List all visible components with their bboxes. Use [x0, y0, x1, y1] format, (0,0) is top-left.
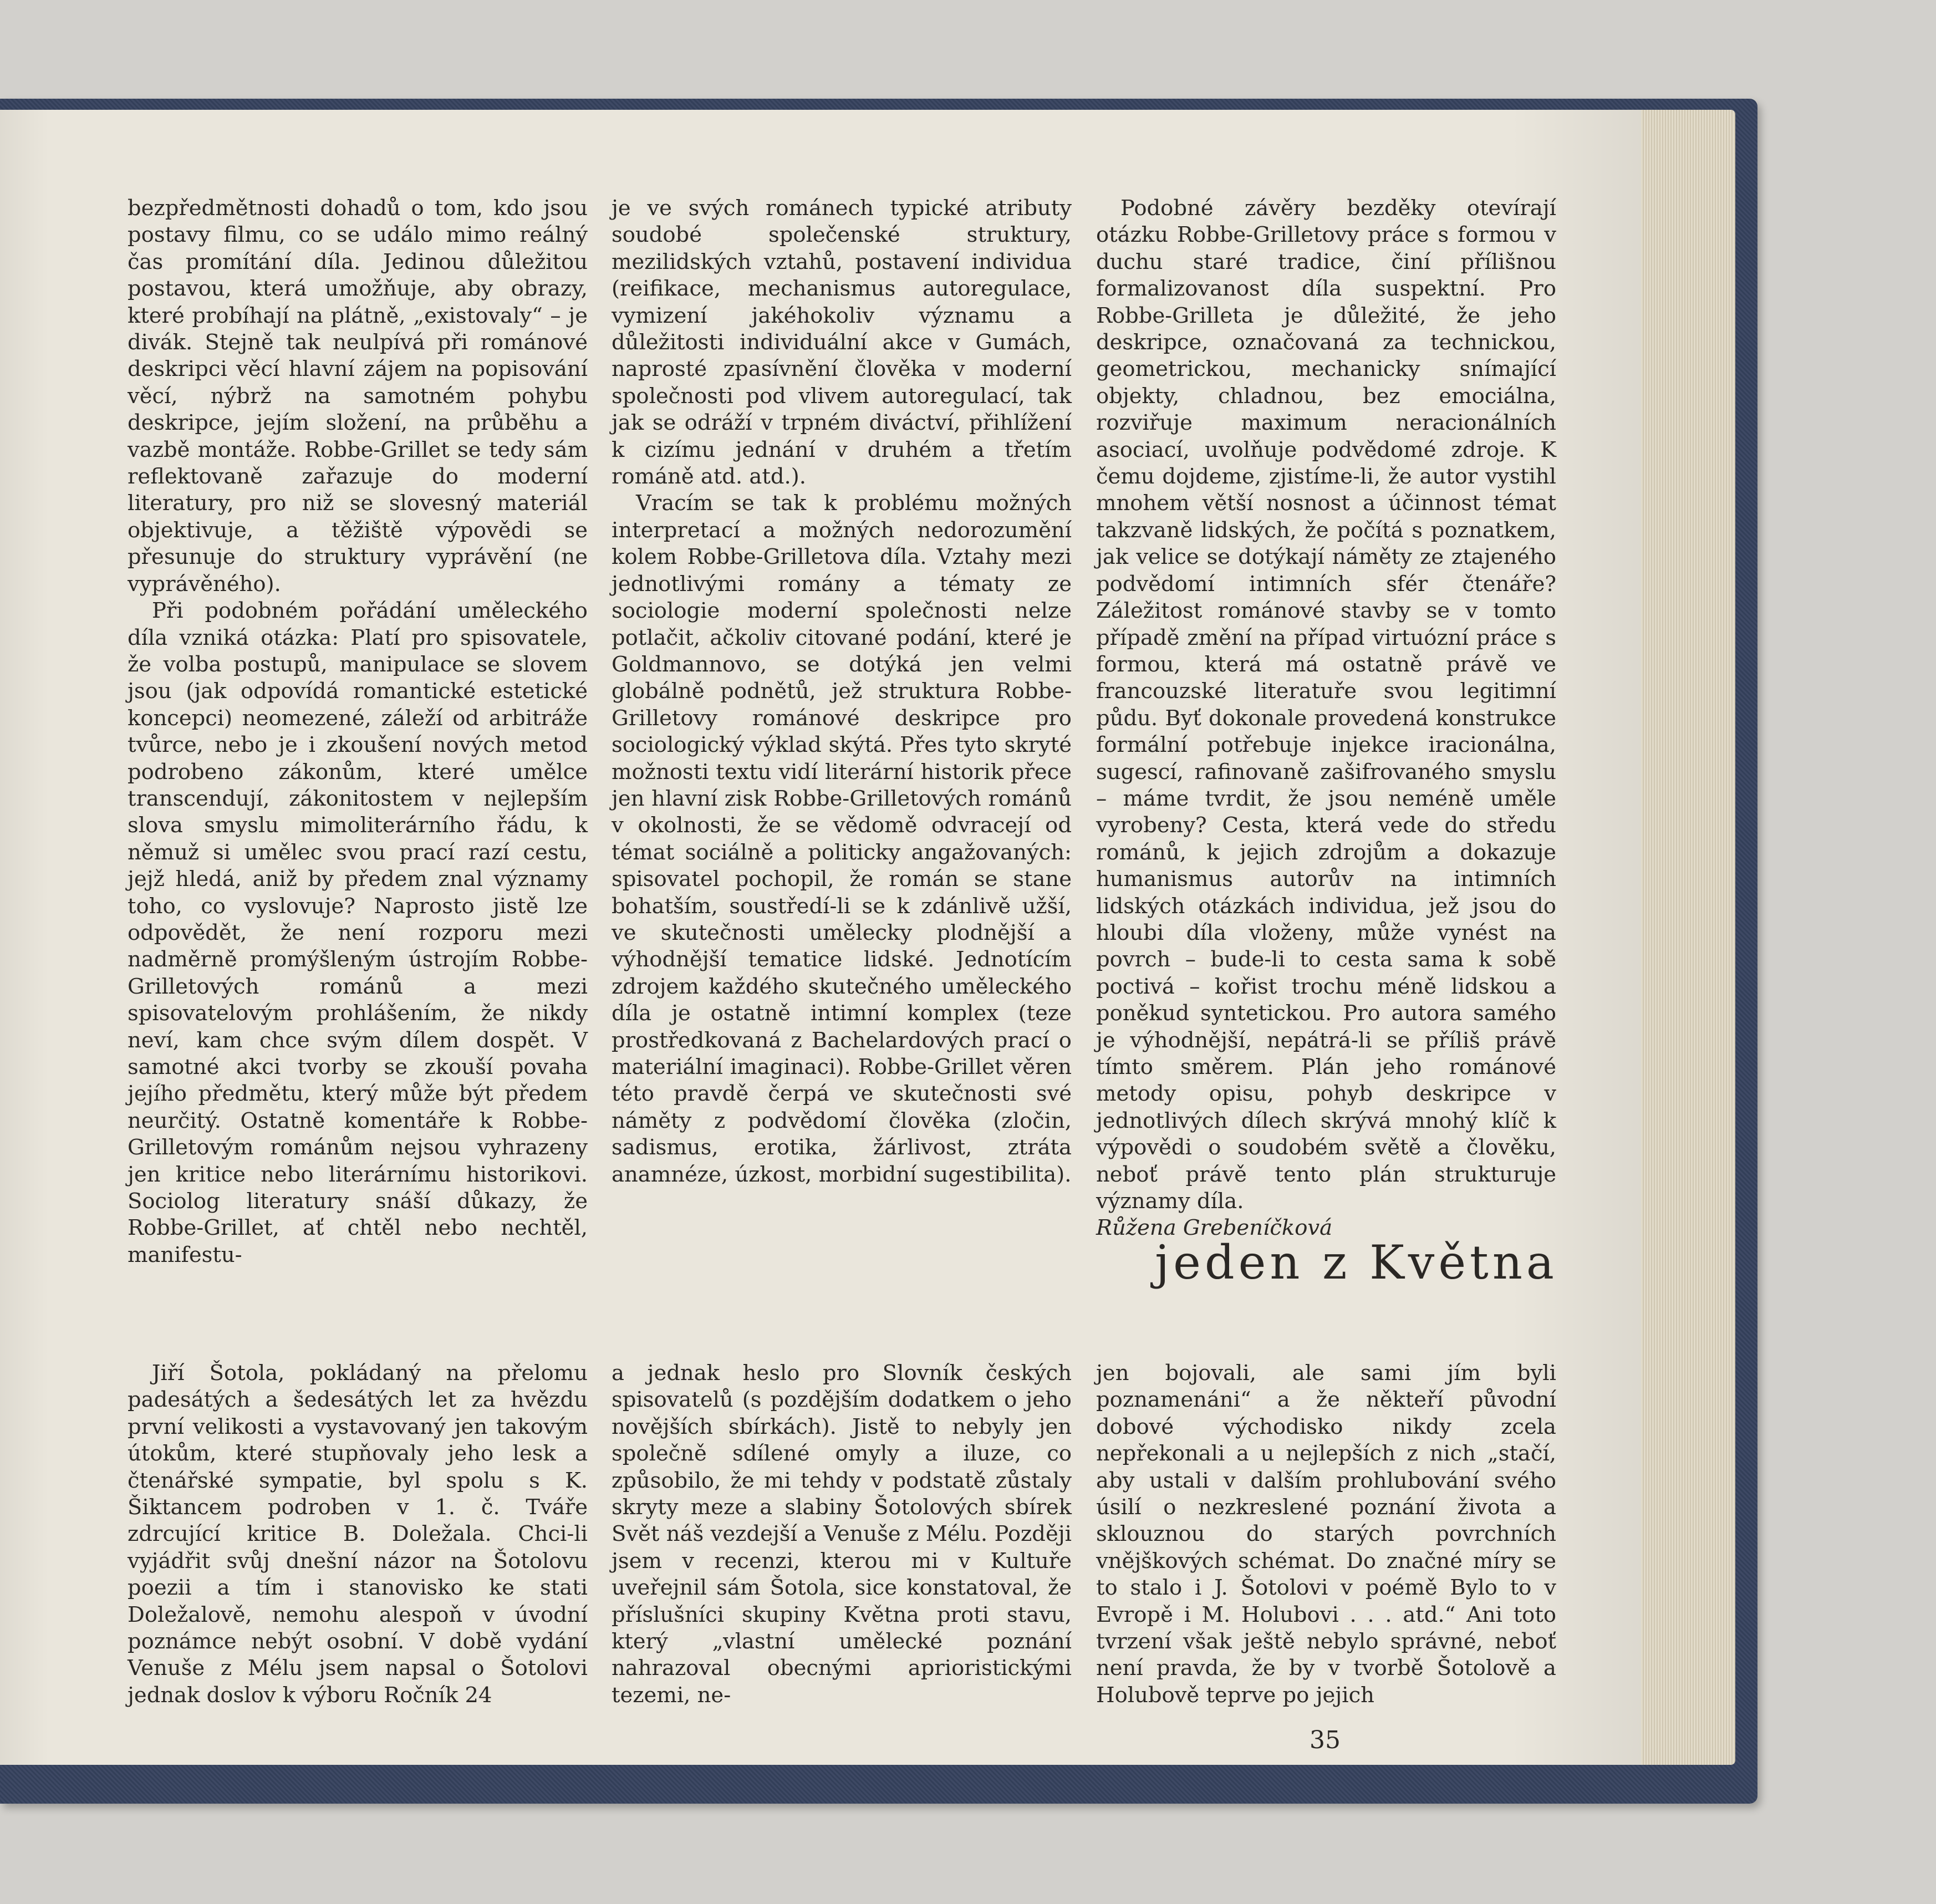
article1-col2-para-2: Vracím se tak k problému možných interpretací a možných nedorozumění kolem Robbe-Grilletova díla. Vztahy mezi jednotlivými romány a tématy ze sociologie moderní společnosti nelze potlačit, ačkoliv citované podání, které je Goldmannovo, se dotýká jen velmi globálně podnětů, jež struktura Robbe-Grilletovy románové deskripce pro sociologický výklad skýtá. Přes tyto skryté možnosti textu vidí literární historik přece jen hlavní zisk Robbe-Grilletových románů v okolnosti, že se vědomě odvracejí od témat sociálně a politicky angažovaných: spisovatel pochopil, že román se stane bohatším, soustředí-li se k zdánlivě užší, ve skutečnosti umělecky plodnější a výhodnější tematice lidské. Jednotícím zdrojem každého skutečného uměleckého díla je ostatně intimní komplex (teze prostředkovaná z Bachelardových prací o materiální imaginaci). Robbe-Grillet věren této pravdě čerpá ve skutečnosti své náměty z podvědomí člověka (zločin, sadismus, erotika, žárlivost, ztráta anamnéze, úzkost, morbidní sugestibilita). — [612, 491, 1072, 1187]
article2-column-1 — [128, 1360, 588, 1709]
article1-column-2 — [612, 195, 1072, 1188]
article2-column-2 — [612, 1360, 1072, 1709]
article2-col3-para-1: jen bojovali, ale sami jím byli poznamenáni“ a že někteří původní dobové východisko nikdy zcela nepřekonali a u nejlepších z nich „stačí, aby ustali v dalším prohlubování svého úsilí o nezkreslené poznání života a sklouznou do starých povrchních vnějškových schémat. Do značné míry se to stalo i J. Šotolovi v poémě Bylo to v Evropě i M. Holubovi . . . atd.“ Ani toto tvrzení však ještě nebylo správné, neboť není pravda, že by v tvorbě Šotolově a Holubově teprve po jejich — [1096, 1361, 1556, 1708]
book-page — [0, 110, 1641, 1765]
article2-column-3 — [1096, 1360, 1556, 1709]
article1-column-1 — [128, 195, 588, 1269]
article2-col2-para-1: a jednak heslo pro Slovník českých spisovatelů (s pozdějším dodatkem o jeho novějších sbírkách). Jistě to nebyly jen společně sdílené omyly a iluze, co způsobilo, že mi tehdy v podstatě zůstaly skryty meze a slabiny Šotolových sbírek Svět náš vezdejší a Venuše z Mélu. Později jsem v recenzi, kterou mi v Kultuře uveřejnil sám Šotola, sice konstatoval, že příslušníci skupiny Května proti stavu, který „vlastní umělecké poznání nahrazoval obecnými aprioristickými tezemi, ne- — [612, 1361, 1072, 1708]
article-heading: jeden z Května — [1155, 1235, 1558, 1290]
article1-col2-para-1: je ve svých románech typické atributy soudobé společenské struktury, mezilidských vztahů, postavení individua (reifikace, mechanismus autoregulace, vymizení jakéhokoliv významu a důležitosti individuální akce v Gumách, naprosté zpasívnění člověka v moderní společnosti pod vlivem autoregulací, tak jak se odráží v trpném diváctví, přihlížení k cizímu jednání v druhém a třetím románě atd. atd.). — [612, 196, 1072, 490]
article2-col1-para-1: Jiří Šotola, pokládaný na přelomu padesátých a šedesátých let za hvězdu první velikosti a vystavovaný jen takovým útokům, které stupňovaly jeho lesk a čtenářské sympatie, byl spolu s K. Šiktancem podroben v 1. č. Tváře zdrcující kritice B. Doležala. Chci-li vyjádřit svůj dnešní názor na Šotolovu poezii a tím i stanovisko ke stati Doležalově, nemohu alespoň v úvodní poznámce nebýt osobní. V době vydání Venuše z Mélu jsem napsal o Šotolovi jednak doslov k výboru Ročník 24 — [128, 1361, 588, 1708]
page-edges — [1630, 110, 1735, 1765]
article1-col1-para-2: Při podobném pořádání uměleckého díla vzniká otázka: Platí pro spisovatele, že volba postupů, manipulace se slovem jsou (jak odpovídá romantické estetické koncepci) neomezené, záleží od arbitráže tvůrce, nebo je i zkoušení nových metod podrobeno zákonům, které umělce transcendují, zákonitostem v nejlepším slova smyslu mimoliterárního řádu, k němuž si umělec svou prací razí cestu, jejž hledá, aniž by předem znal významy toho, co vyslovuje? Naprosto jistě lze odpovědět, že není rozporu mezi nadměrně promýšleným ústrojím Robbe-Grilletových románů a mezi spisovatelovým prohlášením, že nikdy neví, kam chce svým dílem dospět. V samotné akci tvorby se zkouší povaha jejího předmětu, který může být předem neurčitý. Ostatně komentáře k Robbe-Grilletovým románům nejsou vyhrazeny jen kritice nebo literárnímu historikovi. Sociolog literatury snáší důkazy, že Robbe-Grillet, ať chtěl nebo nechtěl, manifestu- — [128, 598, 588, 1267]
page-number: 35 — [1310, 1726, 1341, 1754]
article1-column-3 — [1096, 195, 1556, 1242]
article1-col3-para-1: Podobné závěry bezděky otevírají otázku Robbe-Grilletovy práce s formou v duchu staré tradice, činí přílišnou formalizovanost díla suspektní. Pro Robbe-Grilleta je důležité, že jeho deskripce, označovaná za technickou, geometrickou, mechanicky snímající objekty, chladnou, bez emociálna, rozviřuje maximum neracionálních asociací, uvolňuje podvědomé zdroje. K čemu dojdeme, zjistíme-li, že autor vystihl mnohem větší nosnost a účinnost témat takzvaně lidských, že počítá s poznatkem, jak velice se dotýkají náměty ze ztajeného podvědomí intimních sfér čtenáře? Záležitost románové stavby se v tomto případě změní na případ virtuózní práce s formou, která má ostatně právě ve francouzské literatuře svou legitimní půdu. Byť dokonale provedená konstrukce formální potřebuje injekce iracionálna, sugescí, rafinovaně zašifrovaného smyslu – máme tvrdit, že jsou neméně uměle vyrobeny? Cesta, která vede do středu románů, k jejich zdrojům a dokazuje humanismus autorův na intimních lidských otázkách individua, jež jsou do hloubi díla vloženy, může vynést na povrch – bude-li to cesta sama k sobě poctivá – kořist trochu méně lidskou a poněkud syntetickou. Pro autora samého je výhodnější, nepátrá-li se příliš právě tímto směrem. Plán jeho románové metody opisu, pohyb deskripce v jednotlivých dílech skrývá mnohý klíč k výpovědi o soudobém světě a člověku, neboť právě tento plán strukturuje významy díla. — [1096, 196, 1556, 1214]
article1-col1-para-1: bezpředmětnosti dohadů o tom, kdo jsou postavy filmu, co se událo mimo reálný čas promítání díla. Jedinou důležitou postavou, která umožňuje, aby obrazy, které probíhají na plátně, „existovaly“ – je divák. Stejně tak neulpívá při románové deskripci věcí hlavní zájem na popisování věcí, nýbrž na samotném pohybu deskripce, jejím složení, na průběhu a vazbě montáže. Robbe-Grillet se tedy sám reflektovaně zařazuje do moderní literatury, pro niž se slovesný materiál objektivuje, a těžiště výpovědi se přesunuje do struktury vyprávění (ne vyprávěného). — [128, 196, 588, 597]
author-signature: Růžena Grebeníčková — [1096, 1215, 1333, 1241]
